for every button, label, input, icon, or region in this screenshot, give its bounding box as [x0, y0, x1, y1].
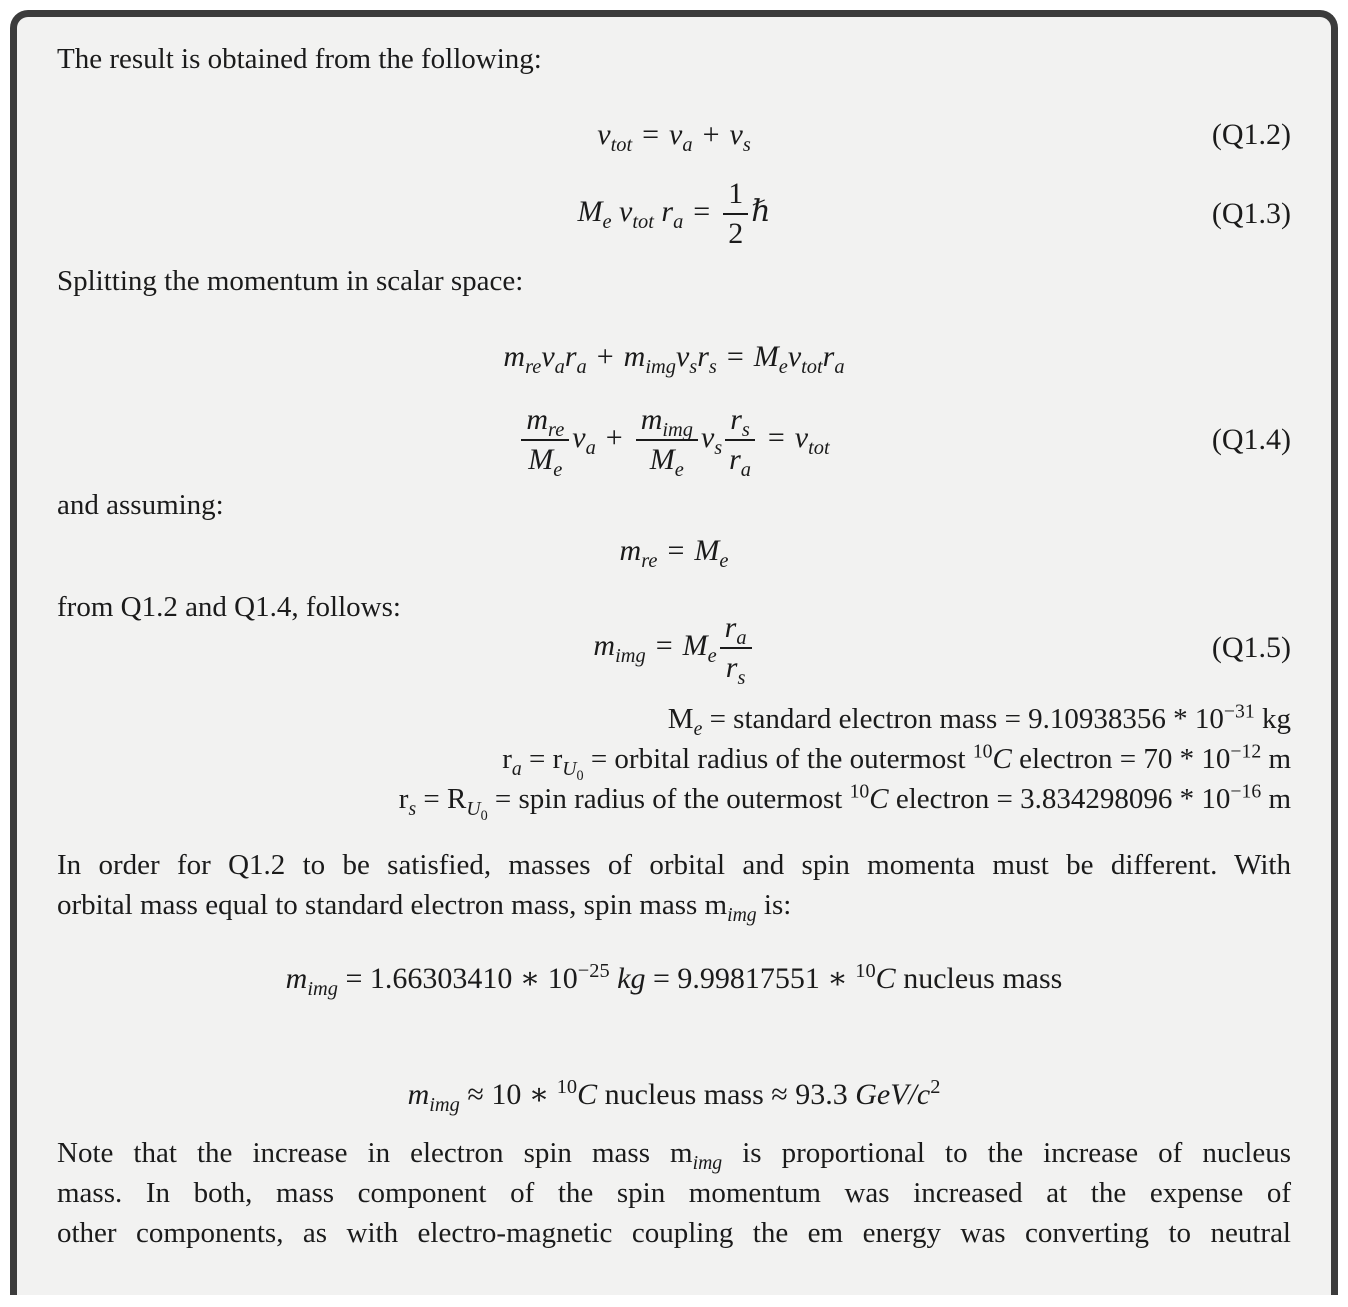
math-variable: v [669, 118, 683, 151]
math-subscript [466, 797, 488, 824]
math-subscript: img [727, 903, 757, 926]
splitting-text: Splitting the momentum in scalar space: [57, 265, 524, 297]
equation-body [577, 177, 771, 250]
paragraph-text: Note that the increase in electron spin mass m [57, 1137, 693, 1169]
math-variable: M [682, 628, 708, 662]
math-subscript: s [408, 797, 417, 820]
fraction [521, 403, 569, 481]
math-subscript: a [673, 210, 684, 233]
math-subscript: e [719, 550, 729, 572]
exponent: −31 [1223, 700, 1255, 723]
math-variable: M [649, 443, 675, 476]
element-symbol: C [992, 743, 1012, 775]
math-subscript: img [662, 419, 693, 441]
math-subscript: img [615, 644, 646, 667]
math-subscript: a [736, 627, 747, 649]
math-subscript: a [511, 757, 522, 780]
math-subscript: img [645, 356, 676, 378]
fraction-numerator [720, 611, 752, 649]
exponent: −16 [1230, 780, 1262, 803]
definition-text: electron = 3.834298096 * 10 [888, 783, 1231, 815]
math-subsubscript: 0 [576, 767, 584, 784]
element-symbol: C [875, 962, 896, 995]
equation-split-momentum [57, 335, 1291, 379]
math-variable: r [564, 340, 577, 373]
definition-text: = standard electron mass = 9.10938356 * 10 [702, 703, 1224, 735]
equation-q14 [57, 403, 1291, 481]
math-subscript: img [429, 1094, 460, 1116]
math-subscript: re [548, 419, 565, 441]
math-variable: M [694, 534, 720, 567]
math-text: nucleus mass [895, 962, 1063, 995]
exponent: −12 [1230, 740, 1262, 763]
definition-text: = orbital radius of the outermost [583, 743, 973, 775]
equation-body [407, 1076, 941, 1116]
equation-spin-mass-approx [57, 1073, 1291, 1117]
equation-tag-q14: (Q1.4) [1211, 423, 1291, 456]
math-variable: M [753, 340, 779, 373]
math-subscript: a [554, 356, 565, 378]
paragraph-line: In order for Q1.2 to be satisfied, masses of orbital and spin momenta must be different. With [57, 849, 1291, 881]
math-text: = 9.99817551 ∗ [645, 962, 856, 995]
math-variable: v [700, 420, 715, 454]
equation-q12 [57, 113, 1291, 157]
math-subscript: e [778, 356, 788, 378]
math-variable: m [285, 962, 308, 995]
fraction-numerator: 1 [723, 177, 748, 215]
math-subscript: e [674, 459, 684, 481]
math-operator: = [642, 118, 660, 151]
definition-text: = R [416, 783, 467, 815]
constant-electron-mass [57, 699, 1291, 739]
unit-text: GeV/c [855, 1078, 931, 1111]
math-subscript: U [466, 797, 481, 820]
math-variable: M [528, 443, 554, 476]
math-variable: r [502, 743, 512, 775]
math-subscript: re [641, 550, 658, 572]
definition-text: = spin radius of the outermost [487, 783, 850, 815]
math-subscript: tot [808, 436, 830, 459]
isotope-superscript: 10 [849, 780, 870, 803]
math-variable: m [407, 1078, 430, 1111]
assuming-text: and assuming: [57, 489, 224, 521]
equation-q15 [57, 611, 1291, 689]
fraction-numerator [521, 403, 569, 441]
math-operator: = [767, 420, 785, 454]
math-subscript: e [553, 459, 563, 481]
math-operator: = [726, 340, 744, 373]
math-operator: + [596, 340, 614, 373]
paragraph-line: other components, as with electro-magnetic coupling the em energy was converting to neutral [57, 1217, 1291, 1249]
exponent: −25 [577, 960, 610, 982]
math-variable: m [640, 403, 663, 436]
math-text: = 1.66303410 ∗ 10 [337, 962, 578, 995]
equation-tag-q13: (Q1.3) [1211, 197, 1291, 230]
definition-text: electron = 70 * 10 [1011, 743, 1231, 775]
element-symbol: C [577, 1078, 598, 1111]
math-subscript: re [525, 356, 542, 378]
equation-body [597, 118, 751, 156]
math-variable: M [667, 703, 694, 735]
equation-body [518, 403, 830, 481]
math-text: ≈ 10 ∗ [459, 1078, 557, 1111]
fraction-denominator [725, 649, 746, 689]
isotope-superscript: 10 [972, 740, 993, 763]
math-subscript: s [689, 356, 698, 378]
intro-text: The result is obtained from the following: [57, 43, 542, 75]
math-variable: r [661, 194, 674, 228]
math-variable: v [729, 118, 743, 151]
fraction [725, 403, 755, 481]
equation-q13 [57, 177, 1291, 251]
math-variable: r [724, 611, 737, 644]
equation-body [285, 960, 1063, 1000]
paragraph-line [57, 1133, 1291, 1173]
math-subscript: a [682, 134, 693, 156]
math-subscript: a [740, 459, 751, 481]
fraction-denominator [649, 441, 684, 481]
math-subscript: s [714, 436, 723, 459]
math-variable: m [526, 403, 549, 436]
math-variable: v [597, 118, 611, 151]
math-operator: = [667, 534, 685, 567]
paragraph-note [57, 1133, 1291, 1253]
math-subscript: tot [632, 210, 654, 233]
follows-text: from Q1.2 and Q1.4, follows: [57, 591, 401, 623]
math-subsubscript: 0 [480, 807, 488, 824]
math-variable: M [577, 194, 603, 228]
fraction-numerator [725, 403, 755, 441]
math-subscript [562, 757, 584, 784]
math-operator: + [702, 118, 720, 151]
paragraph-text: is: [756, 889, 792, 921]
equation-spin-mass-value [57, 957, 1291, 1001]
hbar-symbol: ℏ [751, 194, 771, 228]
constants-block [57, 699, 1291, 824]
fraction [720, 611, 752, 689]
unit-text: kg [1254, 703, 1291, 735]
math-subscript: a [585, 436, 596, 459]
math-subscript: e [693, 717, 703, 740]
isotope-superscript: 10 [556, 1076, 578, 1098]
constant-spin-radius [57, 779, 1291, 824]
math-operator: = [655, 628, 673, 662]
constant-orbital-radius [57, 739, 1291, 784]
unit-text: m [1261, 783, 1291, 815]
math-variable: v [619, 194, 633, 228]
document-panel [10, 10, 1338, 1295]
math-variable: r [725, 651, 738, 684]
paragraph-line: mass. In both, mass component of the spin momentum was increased at the expense of [57, 1177, 1291, 1209]
paragraph-text: is proportional to the increase of nucleus [722, 1137, 1291, 1169]
isotope-superscript: 10 [855, 960, 876, 982]
math-subscript: img [692, 1151, 723, 1174]
math-variable: m [503, 340, 526, 373]
math-subscript: U [562, 757, 577, 780]
math-variable: v [572, 420, 586, 454]
math-variable: r [729, 443, 741, 476]
math-variable: m [619, 534, 642, 567]
equation-tag-q15: (Q1.5) [1211, 631, 1291, 664]
math-subscript: s [742, 134, 751, 156]
math-variable: m [593, 628, 616, 662]
equation-body [503, 340, 845, 378]
math-variable: v [787, 340, 802, 373]
equation-tag-q12: (Q1.2) [1211, 118, 1291, 151]
math-operator: = [693, 194, 711, 228]
paragraph-orbital-spin [57, 845, 1291, 925]
math-variable: r [730, 403, 742, 436]
math-subscript: e [602, 210, 612, 233]
element-symbol: C [869, 783, 889, 815]
math-subscript: s [737, 667, 746, 689]
math-variable: v [541, 340, 555, 373]
math-variable: r [822, 340, 835, 373]
unit-text: m [1261, 743, 1291, 775]
equation-assumption [57, 529, 1291, 573]
math-subscript: tot [801, 356, 823, 378]
fraction-denominator [729, 441, 751, 481]
fraction-numerator [636, 403, 698, 441]
math-operator: + [605, 420, 623, 454]
fraction [636, 403, 698, 481]
math-subscript: tot [610, 134, 633, 156]
unit-text: kg [609, 962, 646, 995]
math-subscript: s [708, 356, 717, 378]
paragraph-text: orbital mass equal to standard electron mass, spin mass m [57, 889, 728, 921]
math-variable: r [398, 783, 409, 815]
math-subscript: img [307, 978, 338, 1000]
fraction-denominator: 2 [728, 217, 744, 250]
math-subscript: a [576, 356, 587, 378]
equation-body [593, 611, 754, 689]
math-subscript: s [741, 419, 750, 441]
math-subscript: a [834, 356, 845, 378]
fraction-denominator [528, 441, 563, 481]
math-text: nucleus mass ≈ 93.3 [597, 1078, 856, 1111]
equation-body [619, 534, 729, 572]
math-subscript: e [707, 644, 717, 667]
math-variable: r [697, 340, 709, 373]
math-variable: m [623, 340, 646, 373]
math-variable: v [794, 420, 809, 454]
paragraph-line [57, 885, 1291, 925]
exponent: 2 [930, 1076, 941, 1098]
math-variable: v [675, 340, 690, 373]
fraction [723, 177, 748, 251]
definition-text: = r [521, 743, 563, 775]
